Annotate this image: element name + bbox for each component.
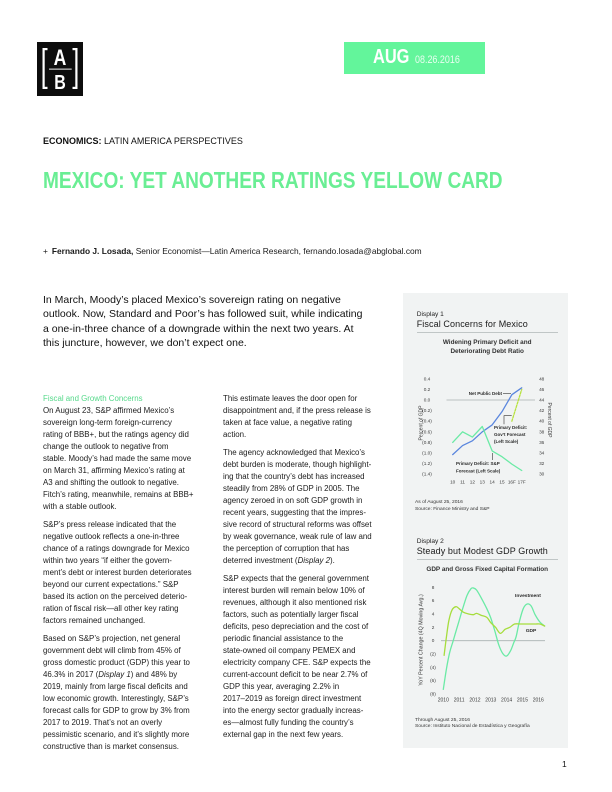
x-tick-label: 12 bbox=[469, 479, 476, 485]
paragraph-line: taken at face value, a negative rating bbox=[223, 418, 352, 427]
display1-chart-title bbox=[417, 338, 558, 357]
display1-date-note: As of August 25, 2016 bbox=[415, 499, 463, 505]
paragraph bbox=[223, 447, 372, 567]
paragraph bbox=[223, 393, 372, 441]
display1-title: Fiscal Concerns for Mexico bbox=[416, 318, 528, 329]
paragraph-line: by weak governance, weak rule of law and bbox=[223, 532, 372, 541]
annotation-label-primary-deficit-govt-forecast: Primary Deficit: bbox=[494, 425, 528, 431]
x-tick-label: 2013 bbox=[485, 697, 497, 704]
body-column-right bbox=[223, 393, 372, 741]
page-title: MEXICO: YET ANOTHER RATINGS YELLOW CARD bbox=[43, 166, 503, 193]
author-name: Fernando J. Losada, bbox=[51, 246, 134, 256]
x-tick-label: 16F bbox=[507, 479, 516, 485]
y-left-tick-label: (0.2) bbox=[422, 408, 432, 414]
left-bracket-top-serif bbox=[43, 48, 48, 50]
y-tick-label: 0 bbox=[431, 638, 435, 644]
paragraph-line: the perception of corruption that has bbox=[223, 544, 350, 553]
left-bracket-icon bbox=[43, 48, 45, 89]
paragraph bbox=[43, 519, 194, 627]
paragraph-line: ment’s debt or interest burden deteriorates bbox=[43, 568, 192, 577]
chart-title-line: Widening Primary Deficit and bbox=[442, 338, 532, 346]
intro-line: In March, Moody’s placed Mexico’s sovereign rating on negative bbox=[43, 293, 341, 306]
paragraph-line: agency zeroed in on soft GDP growth in bbox=[223, 496, 363, 505]
paragraph-line: government debt will climb from 45% of bbox=[43, 646, 181, 655]
paragraph-line: beyond our current expectations.” S&P bbox=[43, 580, 179, 589]
logo-letter-a: A bbox=[53, 46, 67, 71]
paragraph-line: revenues, although it also mentioned risk bbox=[223, 598, 367, 607]
y-left-tick-label: (0.8) bbox=[422, 439, 432, 445]
y-right-axis-title: Percent of GDP bbox=[546, 402, 552, 438]
paragraph bbox=[43, 405, 194, 513]
paragraph-line: negative outlook reflects a one-in-three bbox=[43, 532, 180, 541]
right-bracket-bottom-serif bbox=[73, 87, 78, 89]
paragraph-line: periodic financial assistance to the bbox=[223, 634, 344, 643]
plus-icon: + bbox=[43, 246, 48, 256]
paragraph-line: external gap in the next few years. bbox=[223, 730, 344, 739]
sidebar-exhibits bbox=[403, 293, 568, 748]
paragraph-line: es—almost fully funding the country’s bbox=[223, 718, 354, 727]
paragraph-line: 2017–2019 as foreign direct investment bbox=[223, 694, 362, 703]
display2-chart-title bbox=[417, 565, 558, 575]
paragraph-line: state-owned oil company PEMEX and bbox=[223, 646, 356, 655]
y-right-tick-label: 32 bbox=[539, 461, 545, 467]
text-run: deterred investment ( bbox=[223, 556, 298, 565]
paragraph-line: electricity company CFE. S&P expects the bbox=[223, 658, 371, 667]
page-number: 1 bbox=[562, 758, 567, 769]
text-run: ). bbox=[330, 556, 335, 565]
display1-label: Display 1 bbox=[416, 310, 444, 318]
ab-logo bbox=[37, 42, 83, 96]
series-category: ECONOMICS: bbox=[43, 135, 102, 146]
x-tick-label: 15 bbox=[499, 479, 505, 485]
y-left-tick-label: (0.4) bbox=[422, 418, 432, 424]
y-right-tick-label: 38 bbox=[539, 429, 545, 435]
paragraph-line: This estimate leaves the door open for bbox=[223, 394, 358, 403]
paragraph-line: based its action on the perceived deterio- bbox=[43, 592, 188, 601]
date-badge-month: AUG bbox=[373, 46, 410, 69]
annotation-label-primary-deficit-govt-forecast: (Left Scale) bbox=[494, 439, 519, 445]
y-right-tick-label: 44 bbox=[539, 397, 545, 403]
paragraph-line: with a stable outlook. bbox=[43, 502, 117, 511]
paragraph-line: S&P expects that the general government bbox=[223, 574, 369, 583]
paragraph-line: change the outlook to negative from bbox=[43, 442, 169, 451]
display2-source-note: Source: Instituto Nacional de Estadística y Geografía bbox=[415, 724, 530, 730]
paragraph-line: 2017 to 2019. That’s not an overly bbox=[43, 718, 163, 727]
chart-title-line: GDP and Gross Fixed Capital Formation bbox=[426, 566, 549, 574]
paragraph-line: action. bbox=[223, 430, 247, 439]
x-tick-label: 2010 bbox=[437, 697, 449, 704]
x-tick-label: 2011 bbox=[453, 697, 465, 704]
y-tick-label: (6) bbox=[430, 678, 436, 684]
paragraph-line: factors, such as potentially larger fiscal bbox=[223, 610, 359, 619]
y-right-tick-label: 34 bbox=[539, 450, 545, 456]
text-run: ) and 48% by bbox=[130, 670, 178, 679]
logo-letter-b: B bbox=[54, 71, 66, 94]
paragraph-line: sovereign long-term foreign-currency bbox=[43, 418, 172, 427]
paragraph-line: rating of BBB+, but the ratings agency did bbox=[43, 430, 189, 439]
paragraph-line: GDP this year, averaging 2.2% in bbox=[223, 682, 340, 691]
paragraph-line bbox=[43, 669, 194, 681]
y-right-tick-label: 40 bbox=[539, 418, 545, 424]
paragraph-line: chance of a ratings downgrade for Mexico bbox=[43, 544, 190, 553]
y-left-tick-label: 0.4 bbox=[423, 376, 431, 382]
paragraph-line: gross domestic product (GDP) this year to bbox=[43, 658, 190, 667]
display2-notes bbox=[415, 718, 530, 731]
intro-line: a one-in-three chance of a downgrade within the next two years. At bbox=[43, 322, 354, 335]
x-tick-label: 2014 bbox=[501, 697, 513, 704]
paragraph bbox=[43, 633, 194, 753]
paragraph-line: The agency acknowledged that Mexico’s bbox=[223, 448, 365, 457]
y-tick-label: (8) bbox=[430, 691, 436, 697]
paragraph-line: interest burden will remain below 10% of bbox=[223, 586, 365, 595]
paragraph-line: steadily from 28% of GDP in 2005. The bbox=[223, 484, 360, 493]
y-left-tick-label: 0.0 bbox=[423, 397, 431, 403]
y-tick-label: 2 bbox=[431, 624, 435, 630]
series-label bbox=[43, 137, 243, 146]
x-tick-label: 11 bbox=[460, 479, 465, 485]
annotation-label-gdp: GDP bbox=[525, 629, 537, 635]
section-heading bbox=[43, 393, 194, 405]
paragraph-line: constructive than is market consensus. bbox=[43, 742, 179, 751]
y-left-tick-label: (1.0) bbox=[422, 450, 432, 456]
display1-notes bbox=[415, 500, 489, 513]
paragraph bbox=[223, 573, 372, 741]
paragraph-line: sive record of structural reforms was offset bbox=[223, 520, 372, 529]
intro-line: this juncture, however, we don’t expect one. bbox=[43, 337, 247, 350]
x-tick-label: 10 bbox=[450, 479, 456, 485]
display1-divider bbox=[417, 332, 558, 333]
paragraph-line bbox=[223, 555, 372, 567]
paragraph-line: on March 31, affirming Mexico’s rating at bbox=[43, 466, 185, 475]
x-tick-label: 2015 bbox=[516, 697, 529, 704]
right-bracket-top-serif bbox=[73, 48, 78, 50]
chart-title-line: Deteriorating Debt Ratio bbox=[450, 348, 524, 356]
paragraph-line: stable. Moody’s had made the same move bbox=[43, 454, 192, 463]
paragraph-line: Fitch’s rating, meanwhile, remains at BBB+ bbox=[43, 490, 194, 499]
y-tick-label: (4) bbox=[430, 664, 436, 670]
y-left-tick-label: (0.6) bbox=[422, 429, 432, 435]
annotation-leader-line bbox=[504, 416, 512, 425]
y-left-axis-title: Percent of GDP bbox=[418, 405, 425, 441]
annotation-label-net-public-debt: Net Public Debt bbox=[468, 390, 502, 396]
annotation-label-primary-deficit-sp-forecast: Forecast (Left Scale) bbox=[456, 468, 501, 474]
annotation-label-primary-deficit-govt-forecast: Gov’t Forecast bbox=[494, 432, 526, 438]
date-badge bbox=[344, 42, 485, 74]
display1-chart bbox=[403, 360, 568, 490]
display2-label: Display 2 bbox=[416, 537, 444, 545]
text-run: 46.3% in 2017 ( bbox=[43, 670, 99, 679]
series-line-investment bbox=[443, 588, 544, 690]
y-right-tick-label: 48 bbox=[539, 376, 545, 382]
body-column-left bbox=[43, 393, 194, 753]
paragraph-line: factors remained unchanged. bbox=[43, 616, 146, 625]
display2-divider bbox=[417, 559, 558, 560]
paragraph-line: within two years “if either the govern- bbox=[43, 556, 172, 565]
intro-paragraph bbox=[43, 293, 362, 351]
x-tick-label: 17F bbox=[517, 479, 526, 485]
paragraph-line: debt burden is moderate, though highlight- bbox=[223, 460, 372, 469]
paragraph-line: S&P’s press release indicated that the bbox=[43, 520, 177, 529]
author-line bbox=[43, 246, 422, 256]
y-tick-label: 8 bbox=[431, 584, 435, 590]
paragraph-line: into the energy sector gradually increas- bbox=[223, 706, 364, 715]
display2-date-note: Through August 25, 2016 bbox=[415, 717, 470, 723]
author-role: Senior Economist—Latin America Research, bbox=[135, 246, 301, 256]
y-right-tick-label: 46 bbox=[539, 386, 545, 392]
y-right-tick-label: 42 bbox=[539, 408, 545, 414]
paragraph-line: 2019, mainly from large fiscal deficits and bbox=[43, 682, 188, 691]
ab-logo-icon bbox=[37, 42, 83, 96]
date-badge-date: 08.26.2016 bbox=[415, 53, 460, 66]
y-right-tick-label: 30 bbox=[539, 471, 545, 477]
annotation-label-primary-deficit-sp-forecast: Primary Deficit: S&P bbox=[456, 460, 500, 466]
y-axis-title: YoY Percent Change (4Q Moving Avg.) bbox=[418, 594, 425, 686]
annotation-label-investment: Investment bbox=[515, 594, 541, 600]
paragraph-line: Based on S&P’s projection, net general bbox=[43, 634, 181, 643]
paragraph-line: low economic growth. Interestingly, S&P’s bbox=[43, 694, 189, 703]
x-tick-label: 13 bbox=[479, 479, 485, 485]
display1-source-note: Source: Finance Ministry and S&P bbox=[415, 506, 490, 512]
series-topic: LATIN AMERICA PERSPECTIVES bbox=[104, 135, 243, 146]
right-bracket-icon bbox=[75, 48, 77, 89]
display2-chart bbox=[403, 575, 568, 710]
paragraph-line: On August 23, S&P affirmed Mexico’s bbox=[43, 406, 175, 415]
paragraph-line: ration of fiscal risk—all other key rating bbox=[43, 604, 179, 613]
author-email[interactable]: fernando.losada@abglobal.com bbox=[303, 246, 422, 256]
paragraph-line: deficits, peso depreciation and the cost of bbox=[223, 622, 369, 631]
paragraph-line: current-account deficit to be near 2.7% of bbox=[223, 670, 368, 679]
y-tick-label: (2) bbox=[430, 651, 436, 657]
y-left-tick-label: (1.4) bbox=[422, 471, 432, 477]
display2-title: Steady but Modest GDP Growth bbox=[416, 546, 548, 557]
display-reference: Display 1 bbox=[98, 670, 131, 679]
paragraph-line: disappointment and, if the press release is bbox=[223, 406, 371, 415]
x-tick-label: 2016 bbox=[532, 697, 544, 704]
y-left-tick-label: (1.2) bbox=[422, 461, 432, 467]
paragraph-line: ing that the country’s debt has increased bbox=[223, 472, 365, 481]
y-left-tick-label: 0.2 bbox=[423, 386, 431, 392]
y-right-tick-label: 36 bbox=[539, 439, 545, 445]
display-reference: Display 2 bbox=[297, 556, 331, 565]
paragraph-line: A3 and shifting the outlook to negative. bbox=[43, 478, 179, 487]
paragraph-line: recent years, suggesting that the impres- bbox=[223, 508, 366, 517]
y-tick-label: 6 bbox=[431, 598, 435, 604]
x-tick-label: 14 bbox=[489, 479, 495, 485]
left-bracket-bottom-serif bbox=[43, 87, 48, 89]
paragraph-line: pessimistic scenario, and it’s slightly more bbox=[43, 730, 190, 739]
intro-line: outlook. Now, Standard and Poor’s has followed suit, while indicating bbox=[43, 308, 363, 321]
paragraph-line: forecast calls for GDP to grow by 3% from bbox=[43, 706, 190, 715]
section-heading-text: Fiscal and Growth Concerns bbox=[43, 394, 143, 403]
y-tick-label: 4 bbox=[431, 611, 435, 617]
x-tick-label: 2012 bbox=[469, 697, 481, 704]
